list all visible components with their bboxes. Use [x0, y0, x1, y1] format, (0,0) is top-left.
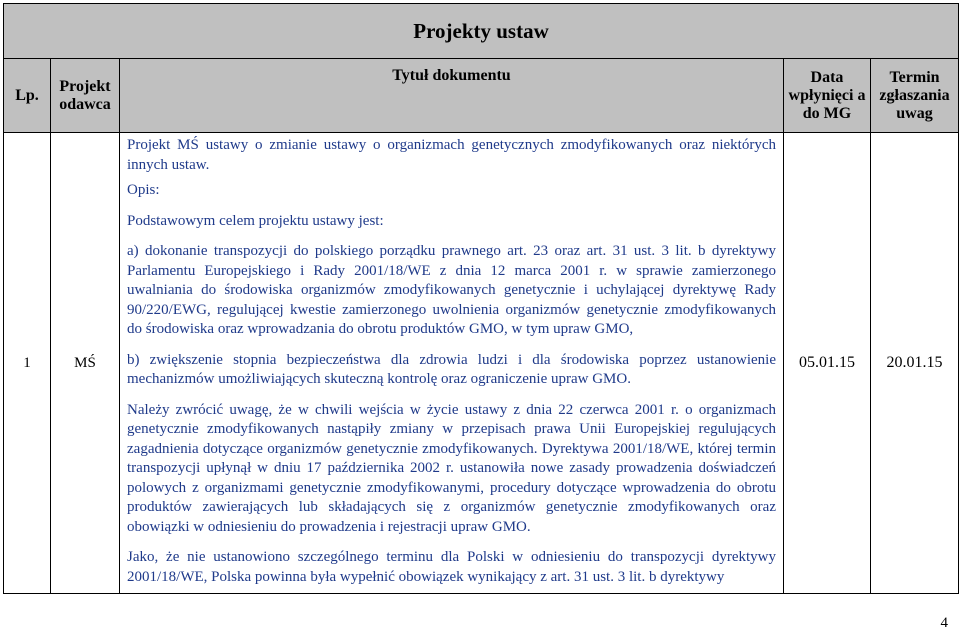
cell-odawca: MŚ: [51, 133, 120, 594]
point-b: b) zwiększenie stopnia bezpieczeństwa dla zdrowia ludzi i dla środowiska poprzez ustanowienie mechanizmów umożliwiających skuteczną kontrolę oraz ograniczenie upraw GMO.: [127, 351, 776, 387]
cell-termin-uwag: 20.01.15: [871, 133, 959, 594]
cell-lp: 1: [4, 133, 51, 594]
cell-content: [120, 133, 784, 594]
table-row: [4, 133, 959, 594]
table-title: Projekty ustaw: [4, 4, 959, 59]
header-lp: Lp.: [4, 59, 51, 133]
header-data: Data wpłynięci a do MG: [784, 59, 871, 133]
header-tytul: Tytuł dokumentu: [120, 59, 784, 133]
podstawowym-text: Podstawowym celem projektu ustawy jest:: [127, 212, 384, 229]
para-nalezy: Należy zwrócić uwagę, że w chwili wejścia w życie ustawy z dnia 22 czerwca 2001 r. o organizmach genetycznie zmodyfikowanych nastąpiły zmiany w przepisach prawa Unii Europejskiej regulujących zagadnienia dotyczące organizmów genetycznie zmodyfikowanych. Dyrektywa 2001/18/WE, której termin transpozycji upłynął w dniu 17 października 2002 r. ustanowiła nowe zasady prowadzenia doświadczeń polowych z organizmami genetycznie zmodyfikowanymi, procedury dotyczące wprowadzenia do obrotu produktów zawierających lub składających się z organizmów genetycznie zmodyfikowanych oraz obowiązki w odniesieniu do prowadzenia i rejestracji upraw GMO.: [127, 401, 776, 535]
header-projekt-odawca: Projekt odawca: [51, 59, 120, 133]
page-number: 4: [940, 615, 948, 631]
header-termin: Termin zgłaszania uwag: [871, 59, 959, 133]
header-row: [4, 59, 959, 133]
para-jako: Jako, że nie ustanowiono szczególnego terminu dla Polski w odniesieniu do transpozycji dyrektywy 2001/18/WE, Polska powinna była wypełnić obowiązek wynikający z art. 31 ust. 3 lit. b dyrektywy: [127, 549, 776, 585]
opis-label: Opis:: [127, 182, 160, 198]
point-a: a) dokonanie transpozycji do polskiego porządku prawnego art. 23 oraz art. 31 ust. 3 lit. b dyrektywy Parlamentu Europejskiego i Rady 2001/18/WE z dnia 12 marca 2001 r. w sprawie zamierzonego uwalniania do środowiska organizmów zmodyfikowanych genetycznie i uchylającej dyrektywę Rady 90/220/EWG, regulującej kwestie zamierzonego uwolnienia organizmów genetycznie zmodyfikowanych do środowiska oraz wprowadzania do obrotu produktów GMO, w tym upraw GMO,: [127, 243, 776, 337]
cell-data-wplyniecia: 05.01.15: [784, 133, 871, 594]
projekty-table: [3, 3, 959, 594]
title-row: [4, 4, 959, 59]
intro-text: Projekt MŚ ustawy o zmianie ustawy o organizmach genetycznych zmodyfikowanych oraz niektórych innych ustaw.: [127, 137, 776, 173]
